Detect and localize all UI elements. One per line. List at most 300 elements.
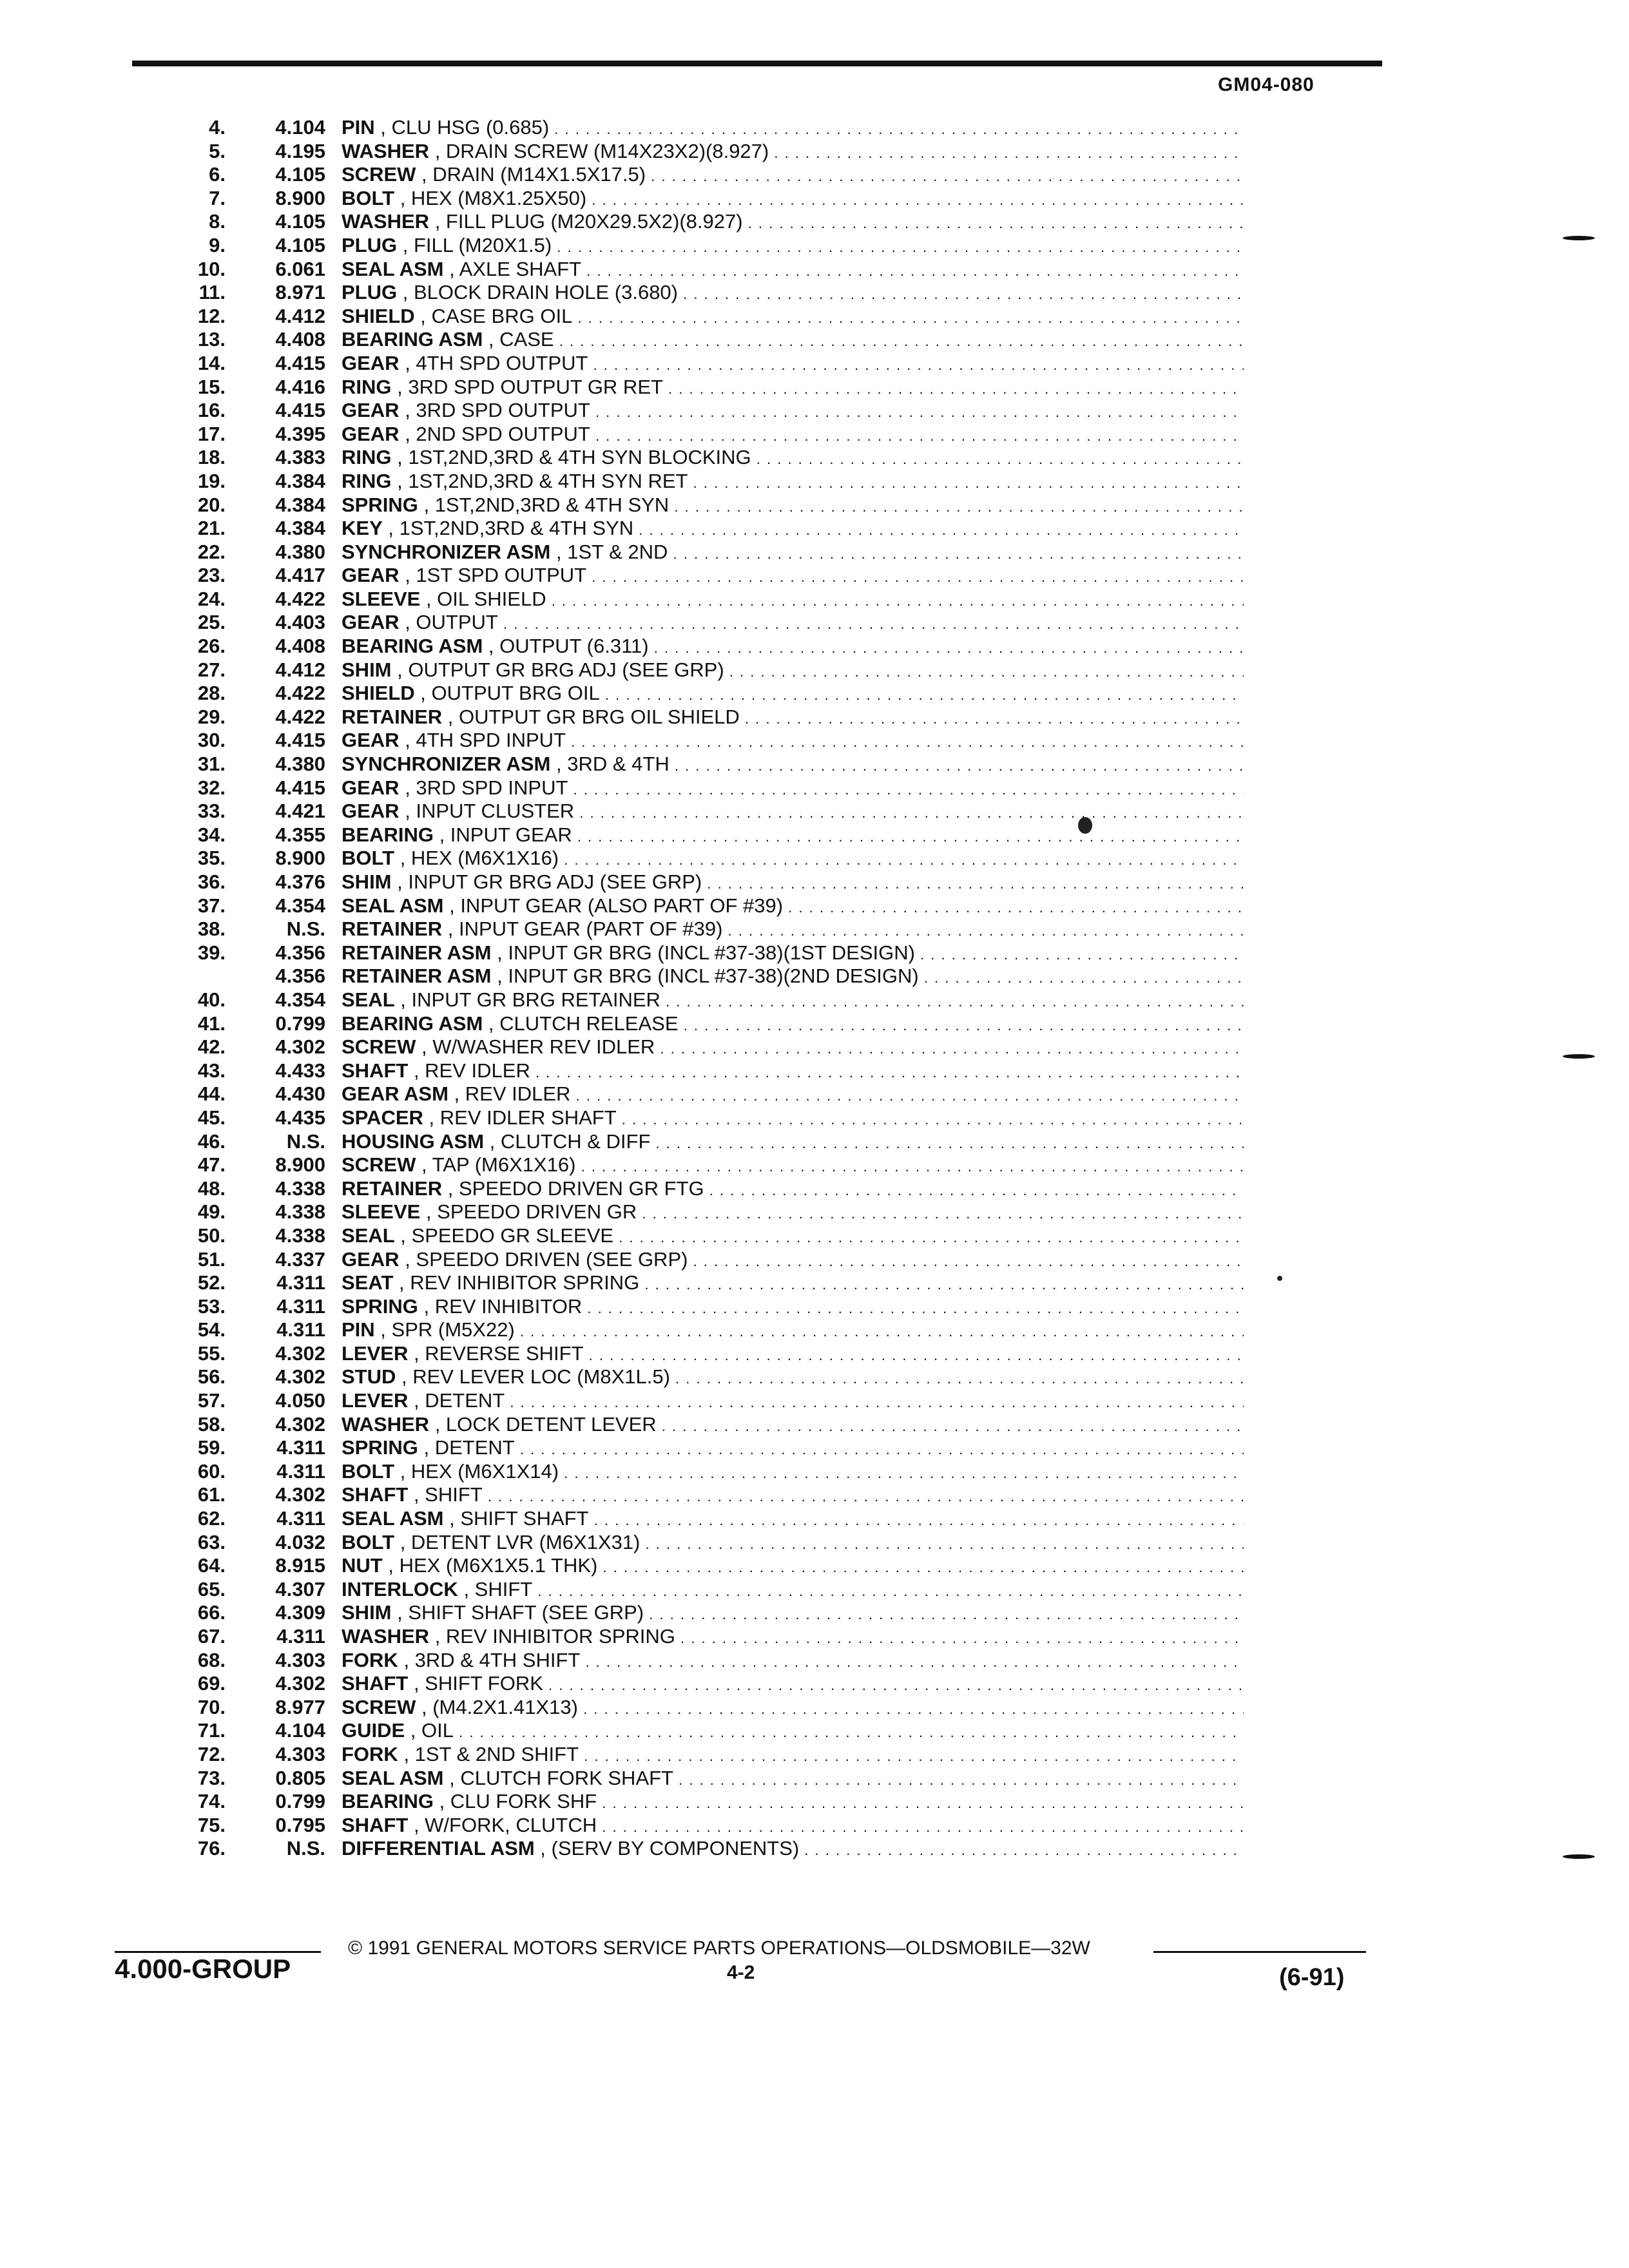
part-row [161, 163, 1244, 187]
part-detail: CLUTCH & DIFF [500, 1129, 651, 1153]
item-number: 6. [209, 163, 226, 186]
part-name: SPRING [342, 1436, 418, 1459]
group-number: 4.105 [275, 163, 325, 186]
separator: , [399, 611, 416, 634]
part-detail: 1ST,2ND,3RD & 4TH SYN BLOCKING [408, 446, 751, 469]
part-description [342, 988, 1244, 1014]
item-number: 52. [197, 1271, 226, 1294]
item-number: 23. [197, 564, 226, 587]
group-number: 4.311 [276, 1507, 325, 1530]
item-number: 49. [197, 1200, 226, 1224]
part-name: RETAINER [342, 1177, 443, 1200]
item-number: 72. [197, 1742, 226, 1765]
separator: , [394, 847, 411, 870]
part-description [342, 1554, 1244, 1580]
part-row [161, 1767, 1244, 1791]
part-name: SCREW [342, 1035, 416, 1059]
separator: , [483, 1012, 500, 1035]
part-detail: W/FORK, CLUTCH [425, 1813, 597, 1836]
part-description [342, 1649, 1244, 1675]
item-number: 37. [197, 894, 226, 917]
part-name: LEVER [342, 1389, 409, 1412]
document-code: GM04-080 [1218, 74, 1315, 95]
separator: , [550, 753, 568, 776]
part-row [161, 682, 1244, 706]
group-number: 4.380 [275, 753, 325, 776]
item-number: 32. [197, 776, 226, 799]
part-row [161, 918, 1244, 941]
part-name: LEVER [342, 1341, 409, 1365]
separator: , [550, 540, 568, 563]
item-number: 51. [197, 1247, 226, 1271]
part-detail: SHIFT SHAFT [460, 1507, 589, 1530]
part-detail: REV INHIBITOR SPRING [445, 1625, 675, 1648]
part-row [161, 541, 1244, 564]
part-description [342, 328, 1244, 354]
part-name: SHIELD [342, 682, 415, 705]
part-row [161, 1625, 1244, 1649]
part-detail: BLOCK DRAIN HOLE (3.680) [413, 281, 678, 304]
item-number: 65. [197, 1577, 226, 1600]
part-description [342, 941, 1244, 967]
group-number: 4.195 [275, 139, 325, 162]
separator: , [418, 1294, 435, 1318]
item-number: 54. [197, 1318, 226, 1341]
part-description [342, 729, 1244, 754]
part-detail: INPUT GR BRG (INCL #37-38)(1ST DESIGN) [508, 941, 915, 964]
part-row [161, 1837, 1244, 1861]
item-number: 44. [197, 1082, 226, 1106]
group-number: 8.900 [275, 1153, 325, 1177]
part-description [342, 305, 1244, 331]
separator: , [408, 1483, 425, 1506]
separator: , [399, 776, 416, 799]
part-row [161, 1012, 1244, 1036]
part-row [161, 1130, 1244, 1154]
part-name: SEAL ASM [342, 1766, 444, 1789]
part-detail: REV INHIBITOR SPRING [410, 1271, 640, 1294]
ink-smudge [1078, 817, 1092, 834]
group-number: N.S. [286, 1129, 325, 1153]
part-description [342, 1625, 1244, 1651]
group-number: 4.354 [275, 894, 325, 917]
group-number: 4.421 [275, 800, 325, 823]
margin-tick-mark [1563, 236, 1595, 240]
separator: , [374, 1318, 392, 1341]
separator: , [443, 257, 459, 280]
part-description [342, 658, 1244, 684]
part-description [342, 588, 1244, 613]
separator: , [399, 422, 416, 445]
part-name: GEAR [342, 564, 400, 587]
separator: , [420, 587, 438, 610]
part-detail: SHIFT [425, 1483, 483, 1506]
separator: , [416, 163, 433, 186]
group-number: 4.422 [275, 705, 325, 728]
part-row [161, 1531, 1244, 1555]
part-name: RETAINER [342, 705, 443, 728]
date-code: (6-91) [1279, 1964, 1345, 1991]
part-description [342, 187, 1244, 213]
part-name: SHIM [342, 1601, 392, 1624]
item-number: 68. [197, 1648, 226, 1671]
item-number: 29. [197, 705, 226, 728]
part-detail: 1ST & 2ND [567, 540, 668, 563]
part-name: SEAL [342, 988, 395, 1011]
part-description [342, 635, 1244, 660]
group-number: 4.355 [275, 823, 325, 846]
item-number: 61. [197, 1483, 226, 1506]
part-name: SHAFT [342, 1059, 409, 1082]
part-name: SPACER [342, 1106, 423, 1129]
part-row [161, 1035, 1244, 1059]
group-number: 0.805 [275, 1766, 325, 1789]
part-name: GEAR [342, 399, 400, 422]
part-description [342, 352, 1244, 378]
separator: , [418, 493, 435, 516]
part-row [161, 847, 1244, 870]
part-row [161, 564, 1244, 588]
group-number: 4.302 [275, 1341, 325, 1365]
group-number: 4.422 [275, 682, 325, 705]
separator: , [397, 281, 414, 304]
item-number: 38. [197, 918, 226, 941]
separator: , [414, 304, 432, 327]
group-number: 8.900 [275, 186, 325, 209]
part-name: SCREW [342, 1153, 416, 1177]
part-detail: SPEEDO DRIVEN GR FTG [459, 1177, 704, 1200]
separator: , [391, 870, 409, 893]
part-row [161, 1153, 1244, 1177]
part-detail: INPUT GR BRG ADJ (SEE GRP) [408, 870, 702, 893]
part-description [342, 1696, 1244, 1722]
item-number: 50. [197, 1224, 226, 1247]
part-description [342, 918, 1244, 943]
part-description [342, 1719, 1244, 1745]
part-description [342, 1790, 1244, 1816]
item-number: 15. [197, 375, 226, 398]
part-detail: 3RD SPD OUTPUT GR RET [408, 375, 663, 398]
group-number: 4.384 [275, 517, 325, 540]
page-number: 4-2 [727, 1962, 755, 1983]
part-row [161, 611, 1244, 635]
part-description [342, 1767, 1244, 1792]
part-detail: (M4.2X1.41X13) [432, 1695, 578, 1718]
footer-rule-right [1153, 1951, 1366, 1953]
part-row [161, 1059, 1244, 1083]
part-detail: SHIFT SHAFT (SEE GRP) [408, 1601, 644, 1624]
part-name: RETAINER ASM [342, 941, 492, 964]
item-number: 42. [197, 1035, 226, 1059]
separator: , [399, 564, 416, 587]
item-number: 27. [197, 658, 226, 681]
part-detail: DRAIN (M14X1.5X17.5) [432, 163, 646, 186]
part-name: BEARING ASM [342, 1012, 483, 1035]
group-number: 4.302 [275, 1412, 325, 1436]
item-number: 66. [197, 1601, 226, 1624]
part-detail: INPUT GEAR (ALSO PART OF #39) [460, 894, 784, 917]
item-number: 73. [197, 1766, 226, 1789]
separator: , [397, 233, 414, 256]
part-detail: OUTPUT [416, 611, 498, 634]
part-row [161, 658, 1244, 682]
group-number: 4.412 [275, 304, 325, 327]
part-row [161, 776, 1244, 800]
separator: , [398, 1742, 415, 1765]
part-detail: DRAIN SCREW (M14X23X2)(8.927) [445, 139, 769, 162]
item-number: 39. [197, 941, 226, 964]
part-row [161, 1342, 1244, 1366]
group-number: 8.900 [275, 847, 325, 870]
part-detail: 4TH SPD OUTPUT [416, 351, 588, 374]
part-row [161, 1436, 1244, 1460]
item-number: 75. [197, 1813, 226, 1836]
part-description [342, 1130, 1244, 1156]
item-number: 17. [197, 422, 226, 445]
part-detail: DETENT [425, 1389, 505, 1412]
part-description [342, 210, 1244, 236]
separator: , [429, 1412, 446, 1436]
separator: , [414, 682, 432, 705]
separator: , [405, 1719, 422, 1742]
part-detail: REV INHIBITOR [434, 1294, 583, 1318]
part-detail: INPUT CLUSTER [416, 800, 575, 823]
part-description [342, 682, 1244, 707]
part-detail: 3RD & 4TH [567, 753, 670, 776]
part-detail: OUTPUT (6.311) [499, 635, 649, 658]
part-name: PLUG [342, 233, 398, 256]
item-number: 71. [197, 1719, 226, 1742]
part-row [161, 376, 1244, 399]
separator: , [491, 965, 508, 988]
part-row [161, 753, 1244, 776]
part-description [342, 706, 1244, 731]
group-label: 4.000-GROUP [115, 1954, 291, 1984]
group-number: 4.384 [275, 493, 325, 516]
group-number: 4.376 [275, 870, 325, 893]
part-name: SCREW [342, 1695, 416, 1718]
separator: , [448, 1082, 465, 1106]
part-row [161, 1578, 1244, 1602]
separator: , [391, 375, 409, 398]
part-description [342, 517, 1244, 543]
part-name: BOLT [342, 1530, 395, 1553]
group-number: 4.416 [275, 375, 325, 398]
part-detail: LOCK DETENT LEVER [445, 1412, 657, 1436]
part-detail: HEX (M6X1X14) [410, 1459, 559, 1483]
part-row [161, 1318, 1244, 1342]
part-description [342, 1153, 1244, 1179]
group-number: 4.422 [275, 587, 325, 610]
part-row [161, 870, 1244, 894]
part-row [161, 140, 1244, 164]
part-name: WASHER [342, 210, 430, 233]
part-detail: HEX (M6X1X5.1 THK) [399, 1554, 598, 1577]
group-number: 0.799 [275, 1790, 325, 1813]
part-name: RING [342, 469, 392, 492]
item-number: 16. [197, 399, 226, 422]
part-detail: INPUT GR BRG RETAINER [411, 988, 660, 1011]
separator: , [416, 1695, 433, 1718]
group-number: 4.354 [275, 988, 325, 1011]
item-number: 58. [197, 1412, 226, 1436]
part-detail: REVERSE SHIFT [425, 1341, 584, 1365]
part-name: SEAT [342, 1271, 394, 1294]
group-number: 0.795 [275, 1813, 325, 1836]
part-name: SHAFT [342, 1813, 409, 1836]
part-detail: (SERV BY COMPONENTS) [551, 1837, 800, 1860]
part-name: FORK [342, 1742, 398, 1765]
part-detail: OUTPUT GR BRG ADJ (SEE GRP) [408, 658, 724, 681]
part-detail: SPEEDO GR SLEEVE [411, 1224, 614, 1247]
group-number: 4.408 [275, 635, 325, 658]
part-description [342, 1271, 1244, 1297]
group-number: 8.977 [275, 1695, 325, 1718]
part-description [342, 1483, 1244, 1509]
separator: , [408, 1059, 425, 1082]
group-number: 4.383 [275, 446, 325, 469]
part-detail: OIL [421, 1719, 454, 1742]
group-number: 4.104 [275, 1719, 325, 1742]
part-detail: 3RD SPD OUTPUT [416, 399, 590, 422]
part-name: BEARING [342, 823, 434, 846]
separator: , [399, 800, 416, 823]
part-detail: OUTPUT BRG OIL [431, 682, 600, 705]
group-number: 4.417 [275, 564, 325, 587]
part-name: BOLT [342, 847, 395, 870]
group-number: 4.105 [275, 210, 325, 233]
part-description [342, 1248, 1244, 1274]
part-name: GEAR [342, 776, 400, 799]
item-number: 34. [197, 823, 226, 846]
separator: , [433, 1790, 450, 1813]
part-detail: CASE BRG OIL [431, 304, 573, 327]
group-number: 4.303 [275, 1742, 325, 1765]
part-name: WASHER [342, 1412, 430, 1436]
part-row [161, 1483, 1244, 1507]
part-description [342, 1413, 1244, 1439]
separator: , [483, 635, 500, 658]
separator: , [443, 1507, 461, 1530]
item-number: 22. [197, 540, 226, 563]
item-number: 41. [197, 1012, 226, 1035]
part-row [161, 399, 1244, 423]
separator: , [429, 1625, 446, 1648]
item-number: 35. [197, 847, 226, 870]
part-name: GEAR [342, 611, 400, 634]
separator: , [429, 210, 446, 233]
group-number: N.S. [286, 918, 325, 941]
part-name: SLEEVE [342, 1200, 421, 1224]
group-number: 6.061 [275, 257, 325, 280]
separator: , [391, 469, 409, 492]
part-description [342, 1365, 1244, 1391]
group-number: 4.415 [275, 776, 325, 799]
item-number: 7. [209, 186, 226, 209]
part-description [342, 423, 1244, 448]
item-number: 53. [197, 1294, 226, 1318]
separator: , [393, 1271, 410, 1294]
part-row [161, 1719, 1244, 1743]
separator: , [484, 1129, 501, 1153]
group-number: 4.430 [275, 1082, 325, 1106]
part-row [161, 281, 1244, 305]
part-description [342, 1837, 1244, 1863]
part-name: INTERLOCK [342, 1577, 458, 1600]
item-number: 60. [197, 1459, 226, 1483]
item-number: 8. [209, 210, 226, 233]
part-row [161, 1106, 1244, 1130]
part-name: WASHER [342, 139, 430, 162]
part-description [342, 281, 1244, 307]
item-number: 40. [197, 988, 226, 1011]
part-name: BOLT [342, 1459, 395, 1483]
part-description [342, 1578, 1244, 1604]
part-name: RETAINER ASM [342, 965, 492, 988]
part-detail: CLUTCH FORK SHAFT [460, 1766, 673, 1789]
part-name: SCREW [342, 163, 416, 186]
part-row [161, 1460, 1244, 1484]
separator: , [382, 517, 400, 540]
part-name: SEAL ASM [342, 1507, 444, 1530]
part-name: SHIELD [342, 304, 415, 327]
part-detail: OIL SHIELD [437, 587, 546, 610]
item-number: 10. [197, 257, 226, 280]
part-name: SEAL ASM [342, 257, 444, 280]
part-description [342, 776, 1244, 802]
group-number: 4.303 [275, 1648, 325, 1671]
part-row [161, 1672, 1244, 1696]
part-row [161, 635, 1244, 658]
item-number: 11. [198, 281, 226, 304]
part-row [161, 1507, 1244, 1531]
group-number: 4.356 [275, 965, 325, 988]
part-description [342, 1672, 1244, 1698]
part-description [342, 1177, 1244, 1203]
part-row [161, 305, 1244, 329]
group-number: 4.356 [275, 941, 325, 964]
part-name: SHIM [342, 870, 392, 893]
part-name: BOLT [342, 186, 395, 209]
part-description [342, 446, 1244, 472]
item-number: 13. [197, 328, 226, 351]
part-detail: 1ST & 2ND SHIFT [414, 1742, 579, 1765]
separator: , [394, 988, 412, 1011]
part-row [161, 470, 1244, 494]
part-name: SYNCHRONIZER ASM [342, 540, 551, 563]
group-number: 4.415 [275, 351, 325, 374]
part-description [342, 564, 1244, 590]
part-description [342, 163, 1244, 189]
part-description [342, 1531, 1244, 1557]
part-name: RETAINER [342, 918, 443, 941]
part-description [342, 1318, 1244, 1344]
group-number: 4.311 [276, 1318, 325, 1341]
part-description [342, 399, 1244, 425]
item-number: 19. [197, 469, 226, 492]
part-row [161, 706, 1244, 729]
separator: , [398, 1648, 415, 1671]
part-row [161, 1248, 1244, 1272]
ink-smudge [1277, 1276, 1282, 1281]
part-detail: CASE [499, 328, 554, 351]
part-name: NUT [342, 1554, 383, 1577]
separator: , [443, 894, 461, 917]
part-row [161, 1295, 1244, 1319]
item-number: 57. [197, 1389, 226, 1412]
part-name: HOUSING ASM [342, 1129, 485, 1153]
group-number: 4.384 [275, 469, 325, 492]
